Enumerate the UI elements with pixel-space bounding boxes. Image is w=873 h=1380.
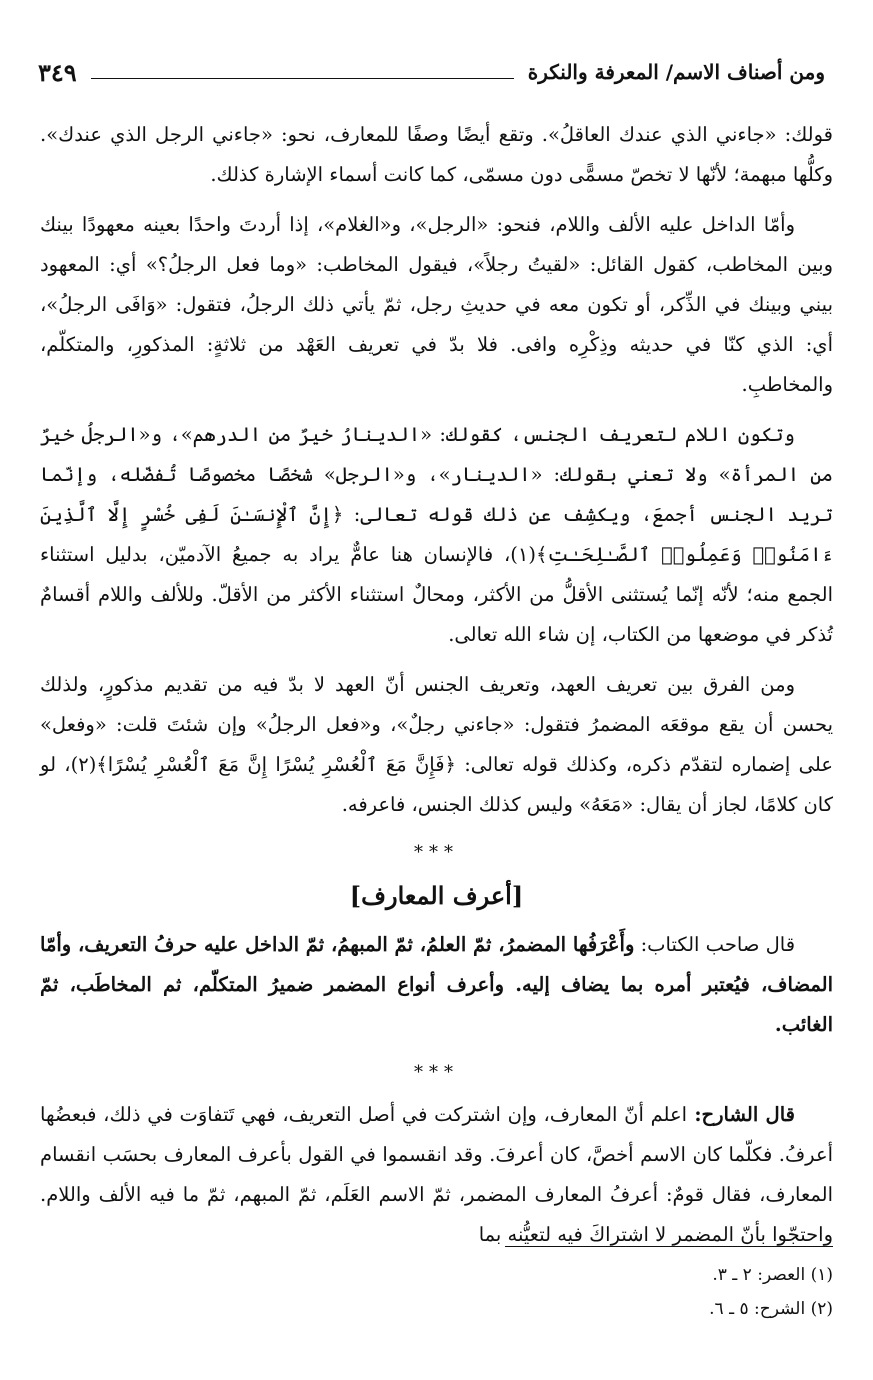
footnote-2: (٢) الشرح: ٥ ـ ٦. xyxy=(709,1299,833,1319)
author-lead: قال صاحب الكتاب: xyxy=(634,933,796,956)
section-separator: *** xyxy=(414,842,459,863)
main-text xyxy=(40,115,833,1265)
page-number: ٣٤٩ xyxy=(38,57,77,87)
section-separator-2: *** xyxy=(414,1062,459,1083)
commentator-lead: قال الشارح: xyxy=(687,1103,795,1126)
paragraph-4: ومن الفرق بين تعريف العهد، وتعريف الجنس أنّ العهد لا بدّ فيه من تقديم مذكورٍ، ولذلك يحسن أن يقع موقعَه المضمرُ فتقول: «جاءني رجلٌ»، و«فعل الرجلُ» وإن شئتَ قلت: «وفعل» على إضماره لتقدّم ذكره، وكذلك قوله تعالى: ﴿فَإِنَّ مَعَ ٱلْعُسْرِ يُسْرًا إِنَّ مَعَ ٱلْعُسْرِ يُسْرًا﴾(٢)، لو كان كلامًا، لجاز أن يقال: «مَعَهُ» وليس كذلك الجنس، فاعرفه. xyxy=(40,673,833,816)
paragraph-3: وتكون اللام لتعريف الجنس، كقولك: «الدينارُ خيرٌ من الدرهم»، و«الرجلُ خيرٌ من المرأة» ولا تعني بقولك: «الدينار»، و«الرجل» شخصًا مخصوصًا تُفضّله، وإنّما تريد الجنس أجمعَ، ويكشِف عن ذلك قوله تعالى: ﴿إِنَّ ٱلْإِنسَـٰنَ لَفِى خُسْرٍ إِلَّا ٱلَّذِينَ ءَامَنُوا۟ وَعَمِلُوا۟ ٱلصَّـٰلِحَـٰتِ﴾(١)، فالإنسان هنا عامٌّ يراد به جميعُ الآدميّن، بدليل استثناء الجمع منه؛ لأنّه إنّما يُستثنى الأقلُّ من الأكثر، ومحالٌ استثناء الأكثر من الأقلّ. وللألف واللام أقسامٌ تُذكر في موضعها من الكتاب، إن شاء الله تعالى. xyxy=(40,423,833,646)
footnotes xyxy=(333,1258,833,1326)
commentary-text: اعلم أنّ المعارف، وإن اشتركت في أصل التعريف، فهي تَتفاوَت في ذلك، فبعضُها أعرفُ. فكلّما كان الاسم أخصَّ، كان أعرفَ. وقد انقسموا في القول بأعرف المعارف بحسَب انقسام المعارف، فقال قومٌ: أعرفُ المعارف المضمر، ثمّ الاسم العَلَم، ثمّ المبهم، ثمّ ما فيه الألف واللام. واحتجّوا بأنّ المضمر لا اشتراكَ فيه لتعيُّنه بما xyxy=(40,1103,833,1246)
footnote-1: (١) العصر: ٢ ـ ٣. xyxy=(712,1265,833,1285)
paragraph-6 xyxy=(40,1095,833,1255)
paragraph-1: قولك: «جاءني الذي عندك العاقلُ». وتقع أيضًا وصفًا للمعارف، نحو: «جاءني الرجل الذي عندك». وكلُّها مبهمة؛ لأنّها لا تخصّ مسمًّى دون مسمّى، كما كانت أسماء الإشارة كذلك. xyxy=(40,123,833,186)
running-header xyxy=(38,52,825,92)
footnote-rule xyxy=(505,1246,833,1247)
paragraph-5 xyxy=(40,925,833,1045)
paragraph-2: وأمّا الداخل عليه الألف واللام، فنحو: «الرجل»، و«الغلام»، إذا أردتَ واحدًا بعينه معهودًا بينك وبين المخاطب، كقول القائل: «لقيتُ رجلاً»، فيقول المخاطب: «وما فعل الرجلُ؟» أي: المعهود بيني وبينك في الذِّكر، أو تكون معه في حديثِ رجل، ثمّ يأتي ذلك الرجلُ، فتقول: «وَافَى الرجلُ»، أي: الذي كنّا في حديثه وذِكْرِه وافى. فلا بدّ في تعريف العَهْد من ثلاثةٍ: المذكورِ، والمتكلّم، والمخاطبِ. xyxy=(40,213,833,396)
section-heading: [أعرف المعارف] xyxy=(349,881,524,910)
author-text: وأَعْرَفُها المضمرُ، ثمّ العلمُ، ثمّ المبهمُ، ثمّ الداخل عليه حرفُ التعريف، وأمّا المضاف، فيُعتبر أمره بما يضاف إليه. وأعرف أنواع المضمر ضميرُ المتكلّم، ثم المخاطَب، ثمّ الغائب. xyxy=(40,933,833,1036)
running-title: ومن أصناف الاسم/ المعرفة والنكرة xyxy=(527,60,825,84)
header-rule xyxy=(91,78,514,79)
